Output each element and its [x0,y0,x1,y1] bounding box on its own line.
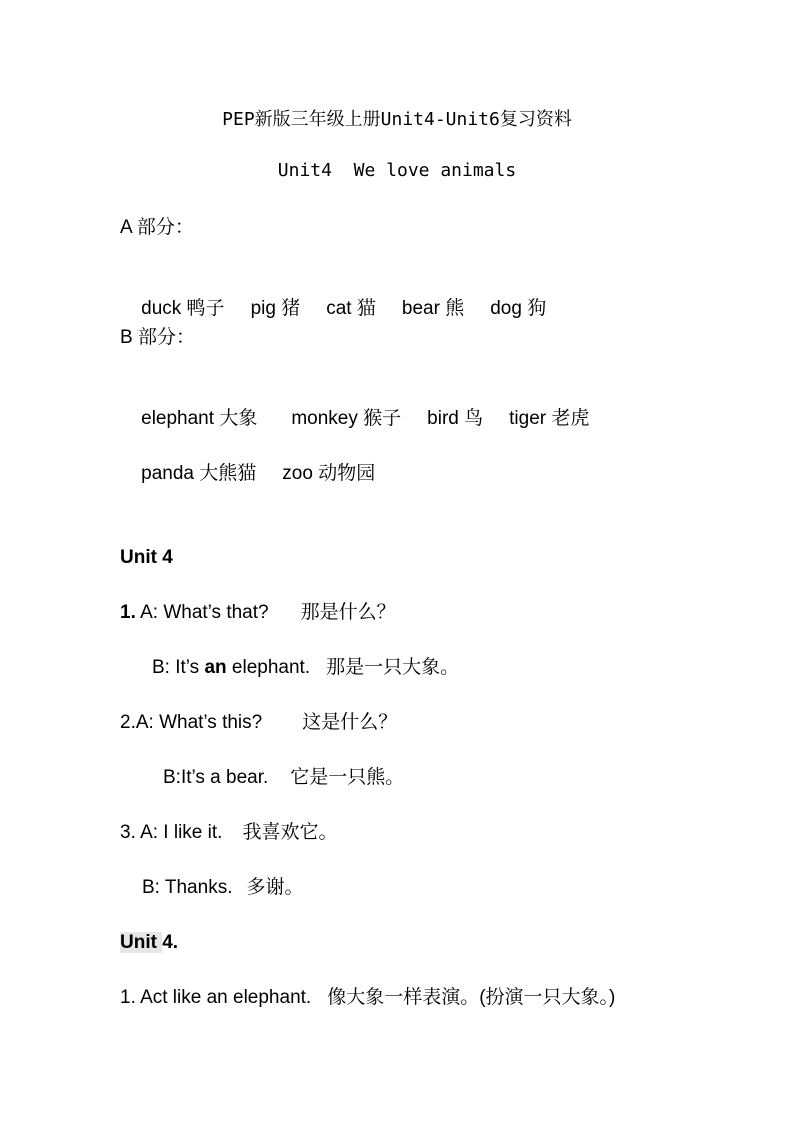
vocab-meaning: 大象 [219,408,258,429]
vocab-meaning: 猪 [281,298,301,319]
unit-subtitle: Unit4 We love animals [277,160,517,181]
vocab-meaning: 猫 [356,298,376,319]
vocab-word: pig [250,298,276,319]
vocab-word: bird [427,408,459,429]
vocab-row-b2 [120,435,375,513]
vocab-meaning: 熊 [445,298,465,319]
vocab-word: dog [490,298,522,319]
dialog-3-b: B: Thanks. 多谢。 [142,877,304,898]
act-line: 1. Act like an elephant. 像大象一样表演。(扮演一只大象。) [120,987,616,1008]
dialog-2-b: B:It’s a bear. 它是一只熊。 [163,767,405,788]
unit-heading-2: Unit 4. [120,932,179,953]
dialog-1-b: B: It’s an elephant. 那是一只大象。 [152,657,460,678]
vocab-word: panda [141,463,194,484]
section-b-heading: B 部分： [120,327,195,348]
vocab-meaning: 鸟 [464,408,484,429]
section-a-heading: A 部分： [120,217,194,238]
document-title: PEP新版三年级上册Unit4-Unit6复习资料 [222,109,572,130]
vocab-meaning: 狗 [527,298,547,319]
vocab-meaning: 老虎 [551,408,590,429]
dialog-1-a: 1. A: What’s that? 那是什么？ [120,602,396,623]
vocab-word: elephant [141,408,215,429]
dialog-3-a: 3. A: I like it. 我喜欢它。 [120,822,338,843]
vocab-meaning: 大熊猫 [199,463,257,484]
vocab-meaning: 鸭子 [186,298,225,319]
vocab-meaning: 动物园 [318,463,376,484]
dialog-2-a: 2.A: What’s this? 这是什么？ [120,712,398,733]
vocab-word: monkey [291,408,358,429]
vocab-word: cat [326,298,352,319]
vocab-word: duck [141,298,182,319]
vocab-word: tiger [509,408,547,429]
vocab-meaning: 猴子 [363,408,402,429]
vocab-word: zoo [282,463,313,484]
unit-heading: Unit 4 [120,547,173,568]
vocab-word: bear [401,298,440,319]
